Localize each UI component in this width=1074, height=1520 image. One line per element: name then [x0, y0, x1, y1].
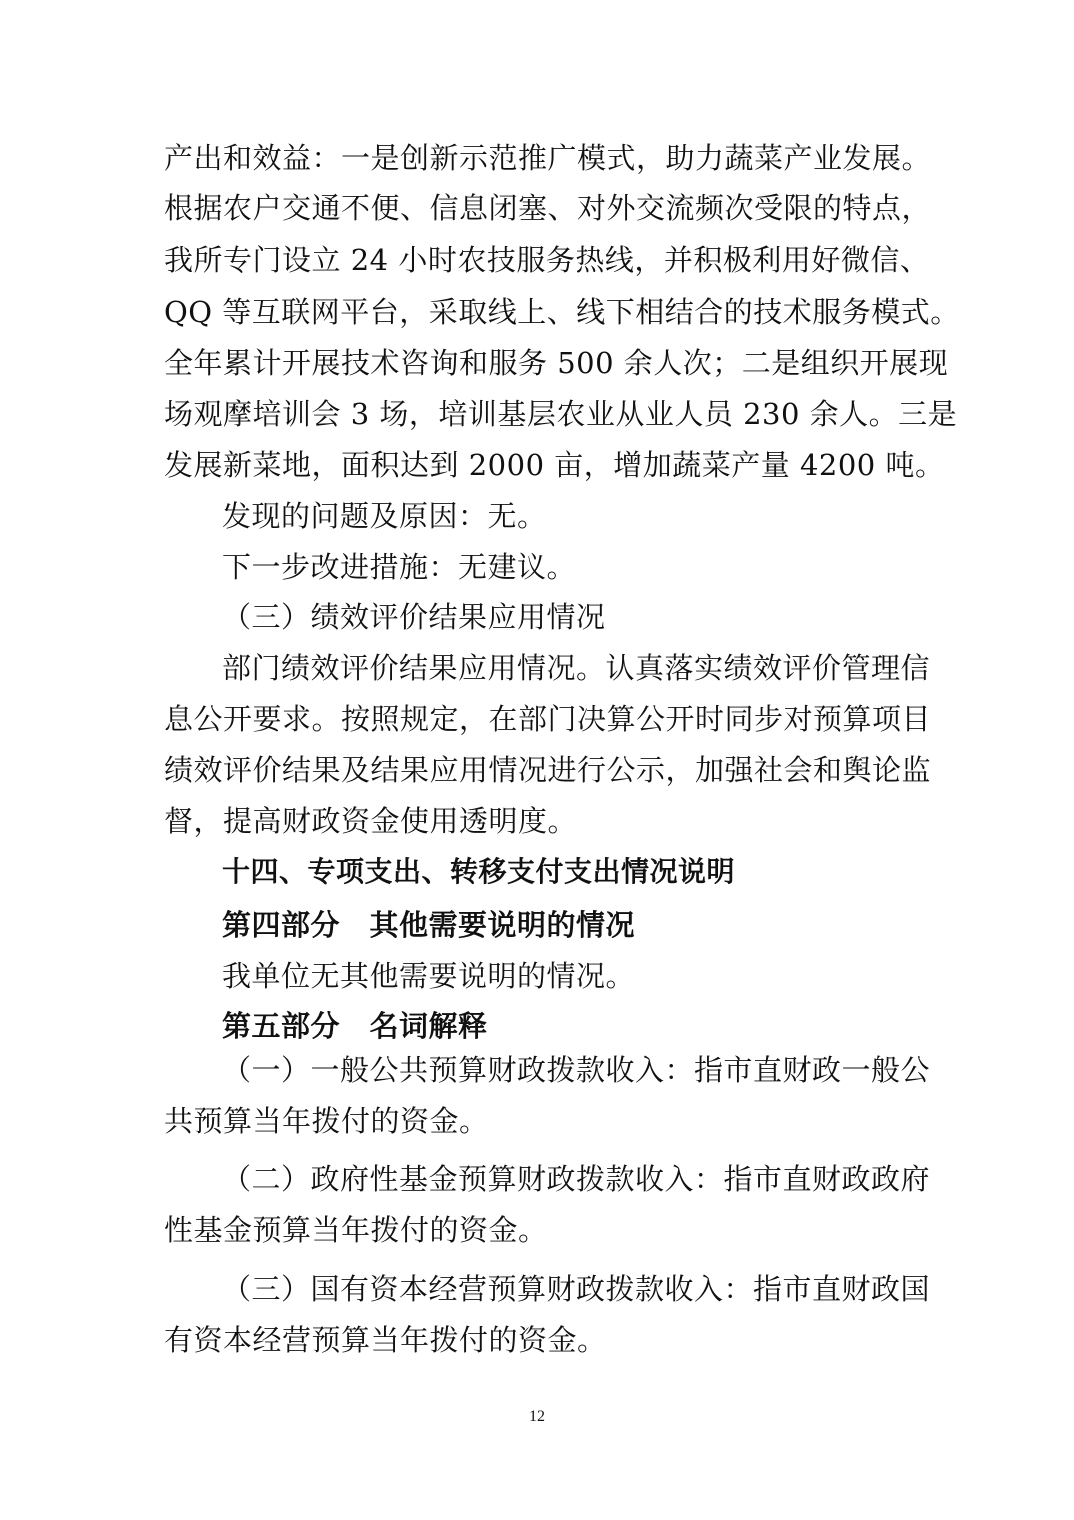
paragraph-line: 全年累计开展技术咨询和服务 500 余人次；二是组织开展现 [164, 346, 949, 380]
paragraph-line: 我所专门设立 24 小时农技服务热线，并积极利用好微信、 [164, 243, 930, 277]
paragraph-line: 场观摩培训会 3 场，培训基层农业从业人员 230 余人。三是 [164, 397, 958, 431]
definition-line: （三）国有资本经营预算财政拨款收入：指市直财政国 [222, 1272, 931, 1306]
part-heading: 第五部分 名词解释 [222, 1009, 488, 1043]
paragraph-line: 根据农户交通不便、信息闭塞、对外交流频次受限的特点， [164, 191, 932, 225]
section-heading: 十四、专项支出、转移支付支出情况说明 [222, 855, 736, 888]
paragraph-line: 绩效评价结果及结果应用情况进行公示，加强社会和舆论监 [164, 753, 932, 787]
paragraph-line: 我单位无其他需要说明的情况。 [222, 959, 636, 993]
paragraph-line: 发展新菜地，面积达到 2000 亩，增加蔬菜产量 4200 吨。 [164, 448, 945, 482]
paragraph-line: 息公开要求。按照规定，在部门决算公开时同步对预算项目 [164, 702, 932, 736]
definition-line: （二）政府性基金预算财政拨款收入：指市直财政政府 [222, 1162, 931, 1196]
definition-line: 共预算当年拨付的资金。 [164, 1104, 489, 1138]
paragraph-line: 产出和效益：一是创新示范推广模式，助力蔬菜产业发展。 [164, 141, 932, 175]
improvement-line: 下一步改进措施：无建议。 [222, 550, 577, 584]
definition-line: （一）一般公共预算财政拨款收入：指市直财政一般公 [222, 1053, 931, 1087]
paragraph-line: 部门绩效评价结果应用情况。认真落实绩效评价管理信 [222, 651, 931, 685]
definition-line: 性基金预算当年拨付的资金。 [164, 1213, 548, 1247]
problems-line: 发现的问题及原因：无。 [222, 499, 547, 533]
definition-line: 有资本经营预算当年拨付的资金。 [164, 1323, 607, 1357]
paragraph-line: QQ 等互联网平台，采取线上、线下相结合的技术服务模式。 [164, 295, 960, 329]
page-number: 12 [529, 1408, 545, 1425]
part-heading: 第四部分 其他需要说明的情况 [222, 908, 636, 942]
paragraph-line: 督，提高财政资金使用透明度。 [164, 804, 578, 838]
subsection-heading: （三）绩效评价结果应用情况 [222, 600, 606, 634]
